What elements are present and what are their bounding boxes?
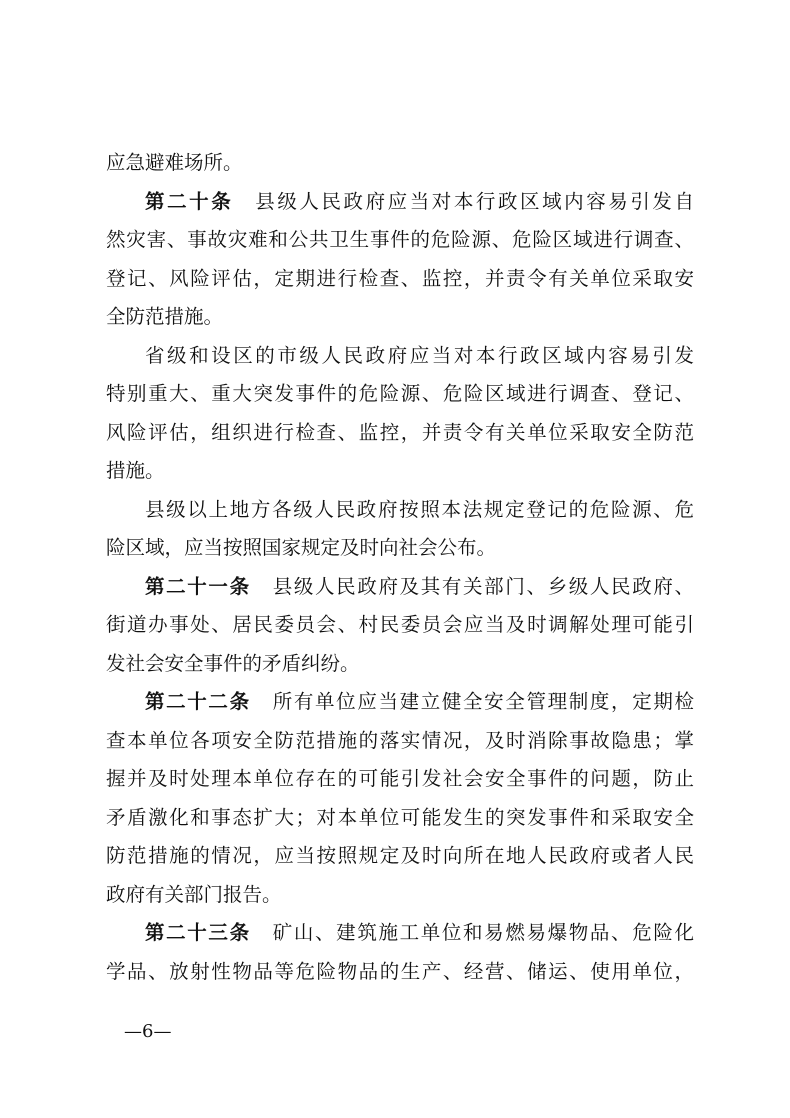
text-line xyxy=(106,183,694,222)
article-label: 第二十条 xyxy=(145,189,234,213)
article-label: 第二十一条 xyxy=(145,574,251,598)
text-line xyxy=(106,414,694,453)
text-line xyxy=(106,876,694,915)
text-line xyxy=(106,799,694,838)
text-line xyxy=(106,491,694,530)
text-line xyxy=(106,760,694,799)
line-text: 措施。 xyxy=(106,459,165,482)
text-line xyxy=(106,221,694,260)
text-line xyxy=(106,298,694,337)
line-text: 街道办事处、居民委员会、村民委员会应当及时调解处理可能引 xyxy=(106,613,694,636)
article-label: 第二十三条 xyxy=(145,921,251,944)
line-text: 县级人民政府应当对本行政区域内容易引发自 xyxy=(255,189,694,213)
text-line xyxy=(106,337,694,376)
line-text: 然灾害、事故灾难和公共卫生事件的危险源、危险区域进行调查、 xyxy=(106,228,694,251)
line-text: 防范措施的情况，应当按照规定及时向所在地人民政府或者人民 xyxy=(106,844,694,867)
text-line xyxy=(106,606,694,645)
text-line xyxy=(106,722,694,761)
text-line xyxy=(106,914,694,953)
line-text: 省级和设区的市级人民政府应当对本行政区域内容易引发 xyxy=(145,343,694,367)
line-text: 应急避难场所。 xyxy=(106,151,243,174)
line-text: 特别重大、重大突发事件的危险源、危险区域进行调查、登记、 xyxy=(106,382,694,405)
text-line xyxy=(106,375,694,414)
text-line xyxy=(106,953,694,992)
article-label: 第二十二条 xyxy=(145,690,251,713)
text-line xyxy=(106,568,694,607)
text-line xyxy=(106,260,694,299)
document-body xyxy=(106,144,694,991)
line-text: 县级以上地方各级人民政府按照本法规定登记的危险源、危 xyxy=(145,497,694,521)
line-text: 矿山、建筑施工单位和易燃易爆物品、危险化 xyxy=(272,921,694,944)
text-line xyxy=(106,452,694,491)
line-text: 矛盾激化和事态扩大；对本单位可能发生的突发事件和采取安全 xyxy=(106,805,694,829)
line-text: 政府有关部门报告。 xyxy=(106,882,282,906)
line-text: 所有单位应当建立健全安全管理制度，定期检 xyxy=(272,690,694,713)
line-text: 握并及时处理本单位存在的可能引发社会安全事件的问题，防止 xyxy=(106,767,694,790)
line-text: 风险评估，组织进行检查、监控，并责令有关单位采取安全防范 xyxy=(106,420,694,444)
line-text: 全防范措施。 xyxy=(106,305,224,328)
text-line xyxy=(106,144,694,183)
text-line xyxy=(106,529,694,568)
page-number: —6— xyxy=(124,1021,172,1042)
line-text: 县级人民政府及其有关部门、乡级人民政府、 xyxy=(272,574,694,598)
line-text: 学品、放射性物品等危险物品的生产、经营、储运、使用单位， xyxy=(106,959,694,983)
text-line xyxy=(106,645,694,684)
line-text: 查本单位各项安全防范措施的落实情况，及时消除事故隐患；掌 xyxy=(106,728,694,752)
text-line xyxy=(106,683,694,722)
line-text: 登记、风险评估，定期进行检查、监控，并责令有关单位采取安 xyxy=(106,266,694,290)
line-text: 发社会安全事件的矛盾纠纷。 xyxy=(106,651,360,675)
line-text: 险区域，应当按照国家规定及时向社会公布。 xyxy=(106,536,497,559)
text-line xyxy=(106,837,694,876)
